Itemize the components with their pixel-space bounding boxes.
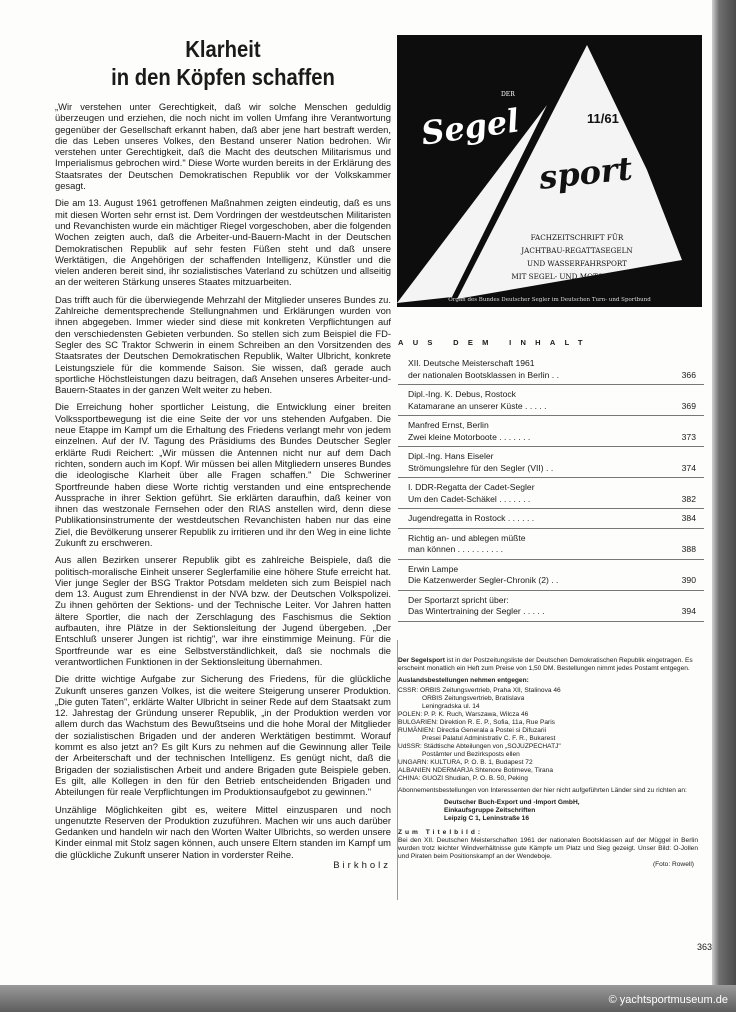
- page-number: 363: [697, 942, 713, 952]
- toc-item: [398, 450, 704, 478]
- issue-number: 11/61: [587, 111, 619, 126]
- toc-item-page: 366: [681, 369, 696, 380]
- toc-item-author: XII. Deutsche Meisterschaft 1961: [408, 358, 535, 368]
- scan-shadow: [712, 0, 736, 985]
- toc-item-title: Strömungslehre für den Segler (VII) . .: [408, 462, 554, 473]
- subtitle-line: MIT SEGEL- UND MOTORBOOTEN: [511, 272, 643, 281]
- title-line: Klarheit: [185, 36, 261, 62]
- cover-subtitle: [497, 231, 657, 283]
- toc-item-row: [408, 463, 704, 475]
- toc-item-title: man können . . . . . . . . . .: [408, 544, 504, 554]
- toc-item-title: Katamarane an unserer Küste . . . . .: [408, 400, 547, 411]
- toc-item-row: [408, 370, 704, 382]
- toc-item-row: [408, 575, 704, 587]
- toc-item-title: Zwei kleine Motorboote . . . . . . .: [408, 431, 531, 442]
- toc-item-author: I. DDR-Regatta der Cadet-Segler: [408, 482, 535, 492]
- watermark: © yachtsportmuseum.de: [608, 994, 728, 1006]
- info-bold: Der Segelsport: [398, 657, 445, 664]
- toc-item-author: Manfred Ernst, Berlin: [408, 420, 489, 430]
- toc-item-page: 373: [681, 431, 696, 442]
- toc-item-row: [408, 606, 704, 618]
- foreign-line: POLEN: P. P. K. Ruch, Warszawa, Wilcza 46: [398, 711, 529, 718]
- toc-item: [398, 419, 704, 447]
- toc-item-page: 369: [681, 400, 696, 411]
- toc-item: [398, 481, 704, 509]
- foreign-heading: Auslandsbestellungen nehmen entgegen:: [398, 677, 529, 684]
- toc-item-title: Das Wintertraining der Segler . . . . .: [408, 606, 545, 616]
- paragraph: Die dritte wichtige Aufgabe zur Sicherung des Friedens, für die glückliche Zukunft unseres ganzen Volkes, ist die weitere Steigerung unserer Produktion. „Die guten Taten", erklärte Walter Ulbricht in seiner Rede auf dem Staatsakt zum 12. Jahrestag der Gründung unserer Republik, „in der Produktion werden vor allem durch das Wachstum des Bewußtseins und die hohe Moral der Mitglieder der sozialistischen Brigaden und der anderen Werktätigen bestimmt. Worauf kommt es also jetzt an? Es gilt Kurs zu nehmen auf die Gewinnung aller Teile der Arbeiterschaft und der technischen Intelligenz. Es genügt nicht, daß die Brigaden der sozialistischen Arbeit und andere Brigaden gute Beispiele geben. Es gilt, alle Kollegen in den für den Betrieb entscheidenden Brigaden und Abteilungen für reale Verpflichtungen im Produktionsaufgebot zu gewinnen.": [55, 673, 391, 798]
- publication-info: [398, 657, 698, 869]
- foreign-line: UdSSR: Städtische Abteilungen von „SOJUZPECHATJ": [398, 743, 561, 750]
- toc-item-row: [408, 401, 704, 413]
- toc-item: [398, 563, 704, 591]
- bottom-bar: [0, 985, 736, 1012]
- cover-logo-sport: sport: [537, 149, 635, 197]
- article-body: [55, 101, 391, 860]
- toc-item: [398, 388, 704, 416]
- toc-item-row: [408, 544, 704, 556]
- titelbild-heading: Zum Titelbild:: [398, 829, 484, 836]
- foreign-line: ORBIS Zeitungsvertrieb, Bratislava: [422, 695, 525, 702]
- paragraph: Die am 13. August 1961 getroffenen Maßnahmen zeigten eindeutig, daß es uns mit diesen Worten sehr ernst ist. Dem Vordringen der westdeutschen Militaristen und Revanchisten wurde ein mächtiger Riegel vorgeschoben, aber die folgenden Wochen zeigten auch, daß die Arbeiter-und-Bauern-Macht in der Deutschen Demokratischen Republik auf sehr festen Füßen steht und daß unsere Werktätigen, die Angehörigen der schaffenden Intelligenz, Künstler und die vielen anderen bereit sind, ihr sozialistisches Vaterland zu schützen und allseitig an der weiteren Stärkung unseres Staates mitzuarbeiten.: [55, 197, 391, 288]
- paragraph: „Wir verstehen unter Gerechtigkeit, daß wir solche Menschen geduldig überzeugen und erziehen, die noch nicht im vollen Umfang ihre Verantwortung gegenüber der Gesellschaft erkannt haben, daß aber jene hart bestraft werden, die das Leben unseres Volkes, den Bestand unserer Nation bedrohen. Wir verstehen unter Gerechtigkeit, daß die Macht des deutschen Militarismus und Imperialismus gebrochen wird." Diese Worte wurden bereits in der Erklärung des Staatsrates der Deutschen Demokratischen Republik vor der Volkskammer gesagt.: [55, 101, 391, 192]
- toc-item-page: 394: [681, 606, 696, 616]
- paragraph: Unzählige Möglichkeiten gibt es, weitere Mittel einzusparen und noch ungenutzte Reserven der Produktion zuzuführen. Machen wir uns auch darüber Gedanken und handeln wir nach den Worten Walter Ulbrichts, so werden unsere Kinder einmal mit Stolz sagen können, auch unsere Eltern standen im Kampf um die glückliche Zukunft unserer Nation in vorderster Reihe.: [55, 803, 391, 860]
- info-intro: ist in der Postzeitungsliste der Deutschen Demokratischen Republik eingetragen. Es erscheint monatlich ein Heft zum Preise von 1,50 DM. Bestellungen nimmt jedes Postamt entgegen.: [398, 657, 693, 672]
- toc-item-title: Die Katzenwerder Segler-Chronik (2) . .: [408, 575, 559, 585]
- table-of-contents: [398, 338, 704, 625]
- titelbild-text: Bei den XII. Deutschen Meisterschaften 1961 der nationalen Bootsklassen auf der Müggel in Berlin wurden trotz leichter Windverhältnisse gute Kämpfe um Platz und Sieg gezeigt. Unser Bild: O-Jollen und Piraten beim Positionskampf an der Wendeboje.: [398, 837, 698, 860]
- article-title: [75, 35, 371, 91]
- foreign-line: RUMÄNIEN: Directia Generala a Postei si Difuzarii: [398, 727, 547, 734]
- paragraph: Das trifft auch für die überwiegende Mehrzahl der Mitglieder unseres Bundes zu. Zahlreiche dementsprechende Stellungnahmen und Erklärungen wurden von ihnen abgegeben. Immer wieder sind diese mit konkreten Verpflichtungen auf den verschiedensten Gebieten verbunden. So stellen sich zum Beispiel die FD-Segler des SC Traktor Schwerin in einem Schreiben an den Vorsitzenden des Staatsrates der Deutschen Demokratischen Republik, Walter Ulbricht, konkrete Leistungsziele für die kommende Saison. Sie wissen, daß gerade auch sportliche Höchstleistungen dazu beitragen, daß Ansehen unseres Arbeiter-und-Bauern-Staates in der ganzen Welt weiter zu heben.: [55, 293, 391, 396]
- toc-item-page: 384: [681, 513, 696, 523]
- toc-item-title: Jugendregatta in Rostock . . . . . .: [408, 513, 535, 523]
- foreign-line: Postämter und Bezirksposts ellen: [422, 751, 520, 758]
- foreign-line: Presei Palatul Administrativ C. F. R., Bukarest: [422, 735, 556, 742]
- toc-item-page: 374: [681, 462, 696, 473]
- toc-item-author: Dipl.-Ing. K. Debus, Rostock: [408, 389, 516, 399]
- toc-item-page: 390: [681, 575, 696, 585]
- photo-credit: (Foto: Rowell): [652, 861, 694, 868]
- author: Birkholz: [333, 860, 391, 871]
- subtitle-line: FACHZEITSCHRIFT FÜR: [530, 233, 624, 242]
- address-line: Deutscher Buch-Export und -Import GmbH,: [444, 799, 580, 806]
- subtitle-line: UND WASSERFAHRSPORT: [527, 259, 627, 268]
- title-line: in den Köpfen schaffen: [111, 64, 335, 90]
- toc-item-author: Richtig an- und ablegen müßte: [408, 532, 526, 543]
- cover-organ: Organ des Bundes Deutscher Segler im Deutschen Turn- und Sportbund: [448, 297, 651, 303]
- foreign-line: Leningradska ul. 14: [422, 703, 480, 710]
- foreign-line: CSSR: ORBIS Zeitungsvertrieb, Praha XII, Stalinova 46: [398, 687, 561, 694]
- toc-heading: AUS DEM INHALT: [398, 338, 592, 347]
- toc-item-row: [408, 432, 704, 444]
- address-line: Einkaufsgruppe Zeitschriften: [444, 807, 536, 814]
- toc-item-row: [408, 513, 704, 525]
- toc-item-author: Dipl.-Ing. Hans Eiseler: [408, 451, 494, 461]
- toc-item: [398, 532, 704, 560]
- magazine-cover: [397, 35, 702, 307]
- toc-item: [398, 512, 704, 529]
- toc-item-row: [408, 494, 704, 506]
- toc-item: [398, 594, 704, 622]
- toc-item: [398, 357, 704, 385]
- article: [55, 35, 391, 871]
- cover-logo-segel: Segel: [418, 101, 522, 153]
- cover-der: DER: [501, 91, 515, 98]
- foreign-line: CHINA: GUOZI Shudian, P. O. B. 50, Peking: [398, 775, 528, 782]
- toc-item-page: 382: [681, 493, 696, 504]
- abo-text: Abonnementsbestellungen von Interessenten der hier nicht aufgeführten Länder sind zu richten an:: [398, 787, 687, 794]
- foreign-line: UNGARN: KULTURA, P. O. B. 1, Budapest 72: [398, 759, 533, 766]
- toc-item-title: der nationalen Bootsklassen in Berlin . .: [408, 369, 559, 380]
- subtitle-line: JACHTBAU-REGATTASEGELN: [521, 246, 633, 255]
- toc-item-author: Erwin Lampe: [408, 563, 459, 574]
- toc-list: [398, 357, 704, 622]
- foreign-line: ALBANIEN NDERMARJA Shtenore Botimeve, Tirana: [398, 767, 554, 774]
- toc-item-page: 388: [681, 544, 696, 554]
- toc-item-author: Der Sportarzt spricht über:: [408, 594, 509, 605]
- paragraph: Aus allen Bezirken unserer Republik gibt es zahlreiche Beispiele, daß die politisch-moralische Einheit unserer Seglerfamilie eine höhere Stufe erreicht hat. Vier junge Segler der BSG Traktor Potsdam meldeten sich zum Beispiel nach dem 13. August zum Ehrendienst in der NVA bzw. der Deutschen Volkspolizei. Zu ihnen gehörten der Sektions- und der Technische Leiter. Vor Jahren hatten ältere Sportler, die nach der Zerschlagung des Faschismus die Sektion aufbauten, ihre Plätze in der Sektionsleitung der Jugend übergeben. „Der Entschluß unserer Jungen ist richtig", war ihre einstimmige Meinung. Für die Sportfreunde war es eine Selbstverständlichkeit, daß sie nochmals die verantwortlichen Funktionen in der Sektionsleitung übernahmen.: [55, 554, 391, 667]
- foreign-line: BULGARIEN: Direktion R. E. P., Sofia, 11a, Rue Paris: [398, 719, 555, 726]
- paragraph: Die Erreichung hoher sportlicher Leistung, die Entwicklung einer breiten Volkssportbewegung ist die eine Seite der vor uns stehenden Aufgaben. Die neue Etappe im Kampf um die Erhaltung des Friedens verlangt mehr von jedem einzelnen. Auf der IV. Tagung des Präsidiums des Bundes Deutscher Segler erklärte Rudi Reichert: „Wir müssen die Antennen nicht nur auf dem Dach richten, sondern auch im Kopf. Wir müssen bei allen Mitgliedern unseres Bundes die ideologische Klarheit über alle Fragen schaffen." Die Schweriner Sportfreunde haben diese Worte richtig verstanden und eine entsprechende Aussprache in ihrer Sektion geführt. Sie erklärten daraufhin, daß keiner von ihnen das westzonale Fernsehen oder den RIAS anstellen wird, denn diese Publikationsinstrumente der westdeutschen Revanchisten haben nur das eine Ziel, die Bevölkerung unserer Republik zu irritieren und ihr den Weg in eine lichte Zukunft zu erschweren.: [55, 401, 391, 548]
- toc-item-title: Um den Cadet-Schäkel . . . . . . .: [408, 493, 531, 504]
- address-line: Leipzig C 1, Leninstraße 16: [444, 815, 530, 822]
